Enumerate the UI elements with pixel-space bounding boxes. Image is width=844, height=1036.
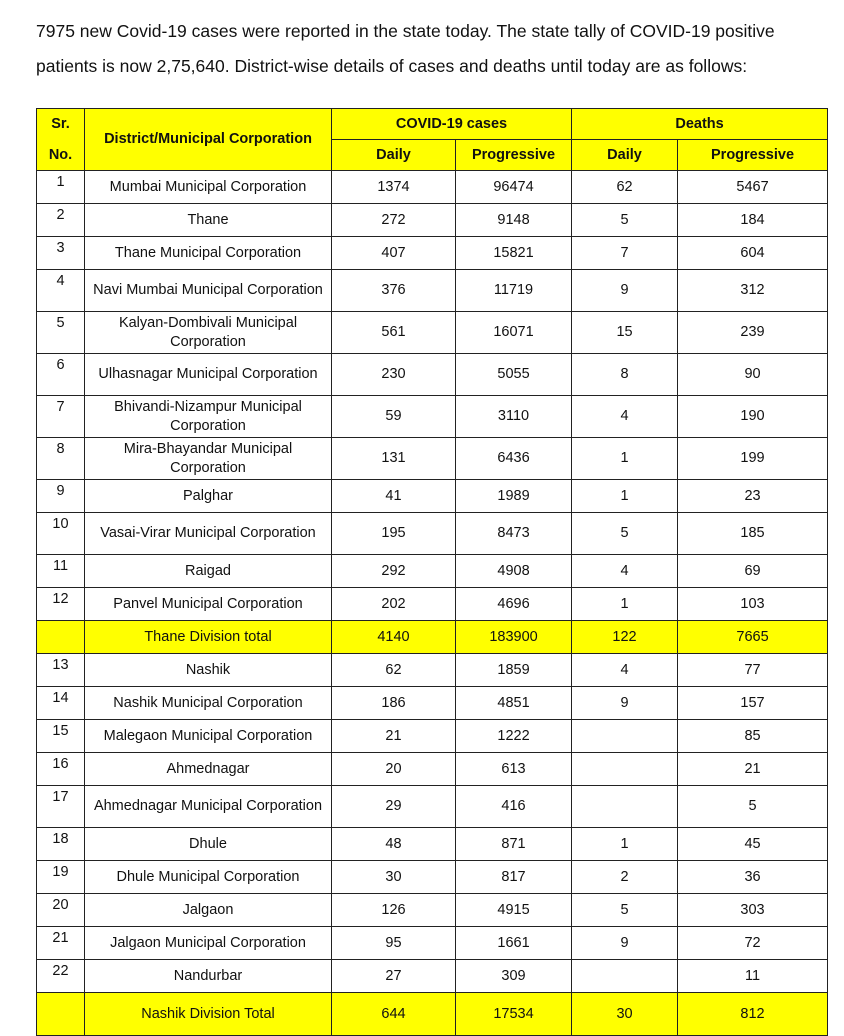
cases-daily-cell: 62 — [332, 654, 456, 687]
deaths-daily-cell: 4 — [572, 555, 678, 588]
district-name-cell: Thane Division total — [85, 621, 332, 654]
sr-cell: 19 — [37, 861, 85, 894]
deaths-daily-cell — [572, 720, 678, 753]
cases-daily-cell: 186 — [332, 687, 456, 720]
cases-progressive-cell: 11719 — [456, 270, 572, 312]
sr-cell: 21 — [37, 927, 85, 960]
sr-cell: 15 — [37, 720, 85, 753]
table-row — [37, 654, 828, 687]
header-cases-daily: Daily — [332, 140, 456, 171]
cases-progressive-cell: 6436 — [456, 438, 572, 480]
deaths-progressive-cell: 90 — [678, 354, 828, 396]
district-name-cell: Bhivandi-Nizampur Municipal Corporation — [85, 396, 332, 438]
sr-cell: 1 — [37, 171, 85, 204]
intro-line-2: patients is now 2,75,640. District-wise details of cases and deaths until today are as follows: — [36, 56, 748, 76]
cases-daily-cell: 27 — [332, 960, 456, 993]
sr-cell: 7 — [37, 396, 85, 438]
deaths-progressive-cell: 184 — [678, 204, 828, 237]
cases-daily-cell: 95 — [332, 927, 456, 960]
district-name-cell: Ulhasnagar Municipal Corporation — [85, 354, 332, 396]
district-name-cell: Mumbai Municipal Corporation — [85, 171, 332, 204]
table-row — [37, 312, 828, 354]
deaths-progressive-cell: 21 — [678, 753, 828, 786]
cases-daily-cell: 292 — [332, 555, 456, 588]
cases-progressive-cell: 871 — [456, 828, 572, 861]
sr-cell: 10 — [37, 513, 85, 555]
cases-daily-cell: 20 — [332, 753, 456, 786]
cases-progressive-cell: 9148 — [456, 204, 572, 237]
deaths-progressive-cell: 11 — [678, 960, 828, 993]
header-sr-no — [37, 109, 85, 171]
district-name-cell: Ahmednagar Municipal Corporation — [85, 786, 332, 828]
table-row — [37, 927, 828, 960]
sr-cell: 8 — [37, 438, 85, 480]
sr-cell: 9 — [37, 480, 85, 513]
sr-cell: 6 — [37, 354, 85, 396]
deaths-progressive-cell: 185 — [678, 513, 828, 555]
header-sr-line1: Sr. — [51, 115, 70, 132]
district-name-cell: Raigad — [85, 555, 332, 588]
header-sr-line2: No. — [48, 146, 73, 163]
cases-progressive-cell: 8473 — [456, 513, 572, 555]
deaths-progressive-cell: 77 — [678, 654, 828, 687]
cases-daily-cell: 202 — [332, 588, 456, 621]
deaths-daily-cell — [572, 786, 678, 828]
sr-cell: 18 — [37, 828, 85, 861]
deaths-daily-cell: 7 — [572, 237, 678, 270]
table-row — [37, 513, 828, 555]
district-name-cell: Mira-Bhayandar Municipal Corporation — [85, 438, 332, 480]
cases-daily-cell: 1374 — [332, 171, 456, 204]
cases-daily-cell: 644 — [332, 993, 456, 1036]
district-name-cell: Nashik Division Total — [85, 993, 332, 1036]
cases-daily-cell: 131 — [332, 438, 456, 480]
deaths-daily-cell: 5 — [572, 204, 678, 237]
district-cases-table — [36, 108, 828, 1036]
deaths-daily-cell: 5 — [572, 513, 678, 555]
deaths-daily-cell: 4 — [572, 654, 678, 687]
cases-progressive-cell: 183900 — [456, 621, 572, 654]
cases-daily-cell: 30 — [332, 861, 456, 894]
cases-progressive-cell: 4851 — [456, 687, 572, 720]
deaths-daily-cell: 1 — [572, 480, 678, 513]
cases-progressive-cell: 17534 — [456, 993, 572, 1036]
district-name-cell: Navi Mumbai Municipal Corporation — [85, 270, 332, 312]
district-name-cell: Kalyan-Dombivali Municipal Corporation — [85, 312, 332, 354]
cases-progressive-cell: 3110 — [456, 396, 572, 438]
deaths-progressive-cell: 199 — [678, 438, 828, 480]
table-row — [37, 828, 828, 861]
cases-progressive-cell: 1661 — [456, 927, 572, 960]
cases-daily-cell: 376 — [332, 270, 456, 312]
sr-cell: 12 — [37, 588, 85, 621]
cases-progressive-cell: 15821 — [456, 237, 572, 270]
deaths-daily-cell: 15 — [572, 312, 678, 354]
table-row — [37, 270, 828, 312]
deaths-progressive-cell: 239 — [678, 312, 828, 354]
table-row — [37, 786, 828, 828]
header-deaths-progressive: Progressive — [678, 140, 828, 171]
sr-cell: 20 — [37, 894, 85, 927]
header-district: District/Municipal Corporation — [85, 109, 332, 171]
cases-progressive-cell: 96474 — [456, 171, 572, 204]
district-name-cell: Panvel Municipal Corporation — [85, 588, 332, 621]
table-row — [37, 480, 828, 513]
table-row — [37, 588, 828, 621]
district-name-cell: Malegaon Municipal Corporation — [85, 720, 332, 753]
header-covid-cases: COVID-19 cases — [332, 109, 572, 140]
sr-cell: 13 — [37, 654, 85, 687]
cases-progressive-cell: 416 — [456, 786, 572, 828]
sr-cell: 5 — [37, 312, 85, 354]
deaths-progressive-cell: 103 — [678, 588, 828, 621]
deaths-progressive-cell: 157 — [678, 687, 828, 720]
table-row — [37, 171, 828, 204]
sr-cell: 11 — [37, 555, 85, 588]
table-row — [37, 687, 828, 720]
cases-daily-cell: 21 — [332, 720, 456, 753]
deaths-daily-cell: 1 — [572, 438, 678, 480]
district-name-cell: Dhule Municipal Corporation — [85, 861, 332, 894]
table-row — [37, 753, 828, 786]
table-row — [37, 960, 828, 993]
district-name-cell: Thane — [85, 204, 332, 237]
cases-progressive-cell: 1989 — [456, 480, 572, 513]
cases-progressive-cell: 817 — [456, 861, 572, 894]
header-deaths-daily: Daily — [572, 140, 678, 171]
deaths-progressive-cell: 303 — [678, 894, 828, 927]
deaths-daily-cell: 5 — [572, 894, 678, 927]
table-row — [37, 237, 828, 270]
cases-daily-cell: 407 — [332, 237, 456, 270]
district-name-cell: Jalgaon — [85, 894, 332, 927]
district-name-cell: Thane Municipal Corporation — [85, 237, 332, 270]
deaths-daily-cell: 4 — [572, 396, 678, 438]
cases-daily-cell: 272 — [332, 204, 456, 237]
division-total-row — [37, 621, 828, 654]
division-total-row — [37, 993, 828, 1036]
deaths-daily-cell: 1 — [572, 588, 678, 621]
table-row — [37, 894, 828, 927]
district-name-cell: Palghar — [85, 480, 332, 513]
deaths-progressive-cell: 69 — [678, 555, 828, 588]
district-name-cell: Vasai-Virar Municipal Corporation — [85, 513, 332, 555]
table-row — [37, 204, 828, 237]
deaths-daily-cell: 2 — [572, 861, 678, 894]
intro-text — [36, 14, 836, 84]
deaths-progressive-cell: 72 — [678, 927, 828, 960]
sr-cell: 2 — [37, 204, 85, 237]
table-row — [37, 720, 828, 753]
cases-progressive-cell: 5055 — [456, 354, 572, 396]
deaths-progressive-cell: 45 — [678, 828, 828, 861]
cases-progressive-cell: 4915 — [456, 894, 572, 927]
deaths-daily-cell: 9 — [572, 927, 678, 960]
cases-progressive-cell: 309 — [456, 960, 572, 993]
cases-daily-cell: 48 — [332, 828, 456, 861]
deaths-progressive-cell: 5467 — [678, 171, 828, 204]
cases-progressive-cell: 1222 — [456, 720, 572, 753]
deaths-progressive-cell: 190 — [678, 396, 828, 438]
cases-daily-cell: 195 — [332, 513, 456, 555]
table-body — [37, 171, 828, 1036]
cases-daily-cell: 230 — [332, 354, 456, 396]
table-row — [37, 438, 828, 480]
sr-cell: 16 — [37, 753, 85, 786]
deaths-daily-cell: 30 — [572, 993, 678, 1036]
table-row — [37, 555, 828, 588]
district-name-cell: Jalgaon Municipal Corporation — [85, 927, 332, 960]
cases-progressive-cell: 1859 — [456, 654, 572, 687]
header-cases-progressive: Progressive — [456, 140, 572, 171]
district-name-cell: Nashik — [85, 654, 332, 687]
header-deaths: Deaths — [572, 109, 828, 140]
sr-cell: 22 — [37, 960, 85, 993]
deaths-progressive-cell: 5 — [678, 786, 828, 828]
deaths-progressive-cell: 23 — [678, 480, 828, 513]
sr-cell: 17 — [37, 786, 85, 828]
cases-daily-cell: 59 — [332, 396, 456, 438]
deaths-daily-cell: 9 — [572, 270, 678, 312]
intro-line-1: 7975 new Covid-19 cases were reported in the state today. The state tally of COVID-19 positive — [36, 21, 775, 41]
sr-cell: 3 — [37, 237, 85, 270]
cases-daily-cell: 29 — [332, 786, 456, 828]
deaths-progressive-cell: 36 — [678, 861, 828, 894]
district-name-cell: Dhule — [85, 828, 332, 861]
cases-progressive-cell: 16071 — [456, 312, 572, 354]
deaths-daily-cell: 8 — [572, 354, 678, 396]
table-row — [37, 396, 828, 438]
sr-cell — [37, 993, 85, 1036]
table-row — [37, 861, 828, 894]
sr-cell: 4 — [37, 270, 85, 312]
deaths-daily-cell — [572, 753, 678, 786]
sr-cell: 14 — [37, 687, 85, 720]
deaths-progressive-cell: 312 — [678, 270, 828, 312]
deaths-daily-cell: 9 — [572, 687, 678, 720]
district-name-cell: Nandurbar — [85, 960, 332, 993]
deaths-progressive-cell: 604 — [678, 237, 828, 270]
deaths-progressive-cell: 85 — [678, 720, 828, 753]
deaths-daily-cell: 62 — [572, 171, 678, 204]
cases-daily-cell: 41 — [332, 480, 456, 513]
district-name-cell: Nashik Municipal Corporation — [85, 687, 332, 720]
sr-cell — [37, 621, 85, 654]
cases-daily-cell: 561 — [332, 312, 456, 354]
deaths-daily-cell: 1 — [572, 828, 678, 861]
cases-daily-cell: 126 — [332, 894, 456, 927]
cases-progressive-cell: 4696 — [456, 588, 572, 621]
cases-progressive-cell: 613 — [456, 753, 572, 786]
district-name-cell: Ahmednagar — [85, 753, 332, 786]
deaths-daily-cell: 122 — [572, 621, 678, 654]
deaths-daily-cell — [572, 960, 678, 993]
cases-progressive-cell: 4908 — [456, 555, 572, 588]
deaths-progressive-cell: 7665 — [678, 621, 828, 654]
deaths-progressive-cell: 812 — [678, 993, 828, 1036]
table-row — [37, 354, 828, 396]
cases-daily-cell: 4140 — [332, 621, 456, 654]
